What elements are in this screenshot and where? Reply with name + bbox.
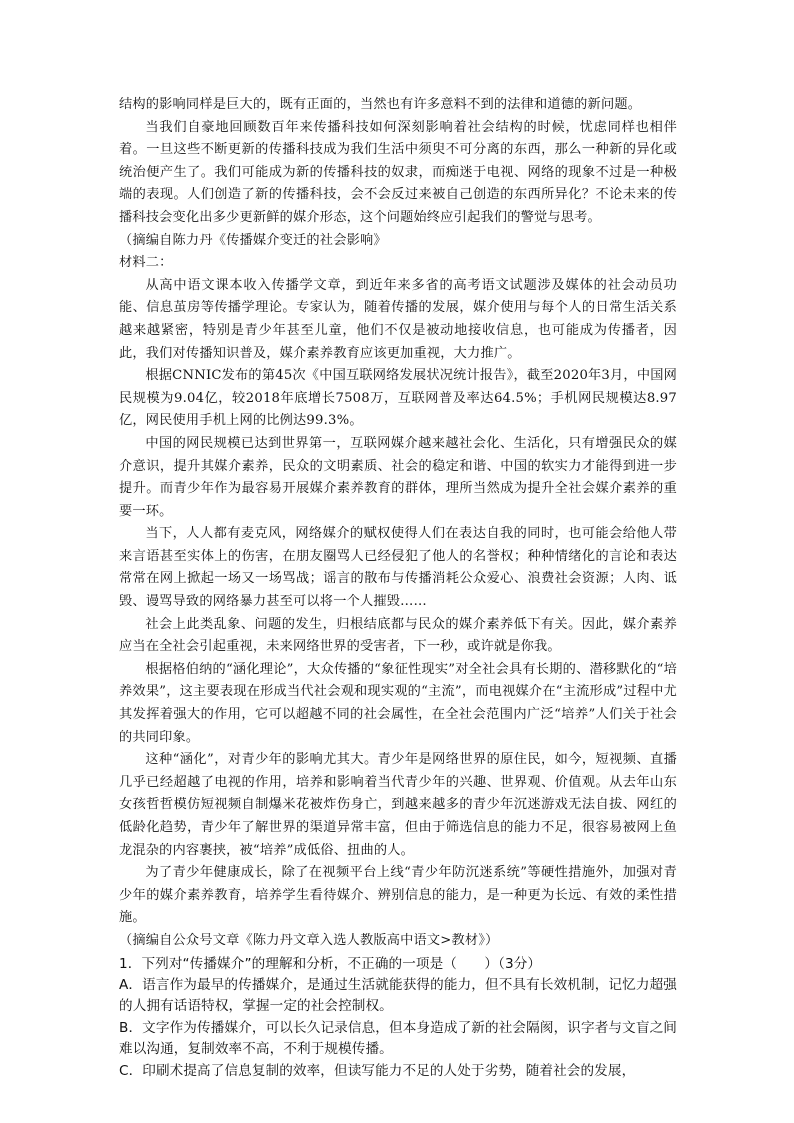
material-2-title: 材料二： xyxy=(119,255,173,271)
source-reference-1: （摘编自陈力丹《传播媒介变迁的社会影响》 xyxy=(119,232,387,248)
material-2-paragraph-7: 这种“涵化”，对青少年的影响尤其大。青少年是网络世界的原住民，如今，短视频、直播几乎已经超越了电视的作用，培养和影响着当代青少年的兴趣、世界观、价值观。从去年山东女孩哲哲模仿短视频自制爆米花被炸伤身亡，到越来越多的青少年沉迷游戏无法自拔、网红的低龄化趋势，青少年了解世界的渠道异常丰富，但由于筛选信息的能力不足，很容易被网上鱼龙混杂的内容裹挟，被“培养”成低俗、扭曲的人。 xyxy=(119,752,677,858)
material-2-paragraph-4: 当下，人人都有麦克风，网络媒介的赋权使得人们在表达自我的同时，也可能会给他人带来言语甚至实体上的伤害，在朋友圈骂人已经侵犯了他人的名誉权；种种情绪化的言论和表达常常在网上掀起一场又一场骂战；谣言的散布与传播消耗公众爱心、浪费社会资源；人肉、诋毁、谩骂导致的网络暴力甚至可以将一个人摧毁…… xyxy=(119,526,677,610)
question-1-stem: 1．下列对“传播媒介”的理解和分析，不正确的一项是（ ）（3分） xyxy=(119,955,542,972)
passage-paragraph-1-continued: 结构的影响同样是巨大的，既有正面的，当然也有许多意料不到的法律和道德的新问题。 xyxy=(119,97,642,112)
material-2-paragraph-5: 社会上此类乱象、问题的发生，归根结底都与民众的媒介素养低下有关。因此，媒介素养应当在全社会引起重视，未来网络世界的受害者，下一秒，或许就是你我。 xyxy=(119,616,677,655)
question-section xyxy=(119,954,677,1082)
question-1-option-b: B．文字作为传播媒介，可以长久记录信息，但本身造成了新的社会隔阂，识字者与文盲之间难以沟通，复制效率不高，不利于规模传播。 xyxy=(119,1019,677,1058)
material-2-paragraph-8: 为了青少年健康成长，除了在视频平台上线“青少年防沉迷系统”等硬性措施外，加强对青少年的媒介素养教育，培养学生看待媒介、辨别信息的能力，是一种更为长远、有效的柔性措施。 xyxy=(119,865,677,926)
material-2-paragraph-2: 根据CNNIC发布的第45次《中国互联网络发展状况统计报告》，截至2020年3月，中国网民规模为9.04亿，较2018年底增长7508万，互联网普及率达64.5%；手机网民规模达8.97亿，网民使用手机上网的比例达99.3%。 xyxy=(119,368,677,429)
source-reference-2: （摘编自公众号文章《陈力丹文章入选人教版高中语文>教材》） xyxy=(119,932,499,948)
question-1-option-a: A．语言作为最早的传播媒介，是通过生活就能获得的能力，但不具有长效机制，记忆力超强的人拥有话语特权，掌握一定的社会控制权。 xyxy=(119,976,677,1015)
question-1-option-c: C．印刷术提高了信息复制的效率，但读写能力不足的人处于劣势，随着社会的发展， xyxy=(119,1062,636,1079)
material-2-paragraph-6: 根据格伯纳的“涵化理论”，大众传播的“象征性现实”对全社会具有长期的、潜移默化的“培养效果”，这主要表现在形成当代社会观和现实观的“主流”，而电视媒介在“主流形成”过程中尤其发挥着强大的作用，它可以超越不同的社会属性，在全社会范围内广泛“培养”人们关于社会的共同印象。 xyxy=(119,661,677,745)
material-2-paragraph-1: 从高中语文课本收入传播学文章，到近年来多省的高考语文试题涉及媒体的社会动员功能、信息茧房等传播学理论。专家认为，随着传播的发展，媒介使用与每个人的日常生活关系越来越紧密，特别是青少年甚至儿童，他们不仅是被动地接收信息，也可能成为传播者，因此，我们对传播知识普及，媒介素养教育应该更加重视，大力推广。 xyxy=(119,277,677,361)
material-2-paragraph-3: 中国的网民规模已达到世界第一，互联网媒介越来越社会化、生活化，只有增强民众的媒介意识，提升其媒介素养，民众的文明素质、社会的稳定和谐、中国的软实力才能得到进一步提升。而青少年作为最容易开展媒介素养教育的群体，理所当然成为提升全社会媒介素养的重要一环。 xyxy=(119,435,677,519)
document-body xyxy=(119,94,677,1082)
passage-paragraph-2: 当我们自豪地回顾数百年来传播科技如何深刻影响着社会结构的时候，忧虑同样也相伴着。一旦这些不断更新的传播科技成为我们生活中须臾不可分离的东西，那么一种新的异化或统治便产生了。我们可能成为新的传播科技的奴隶，而痴迷于电视、网络的现象不过是一种极端的表现。人们创造了新的传播科技，会不会反过来被自己创造的东西所异化？不论未来的传播科技会变化出多少更新鲜的媒介形态，这个问题始终应引起我们的警觉与思考。 xyxy=(119,119,677,225)
